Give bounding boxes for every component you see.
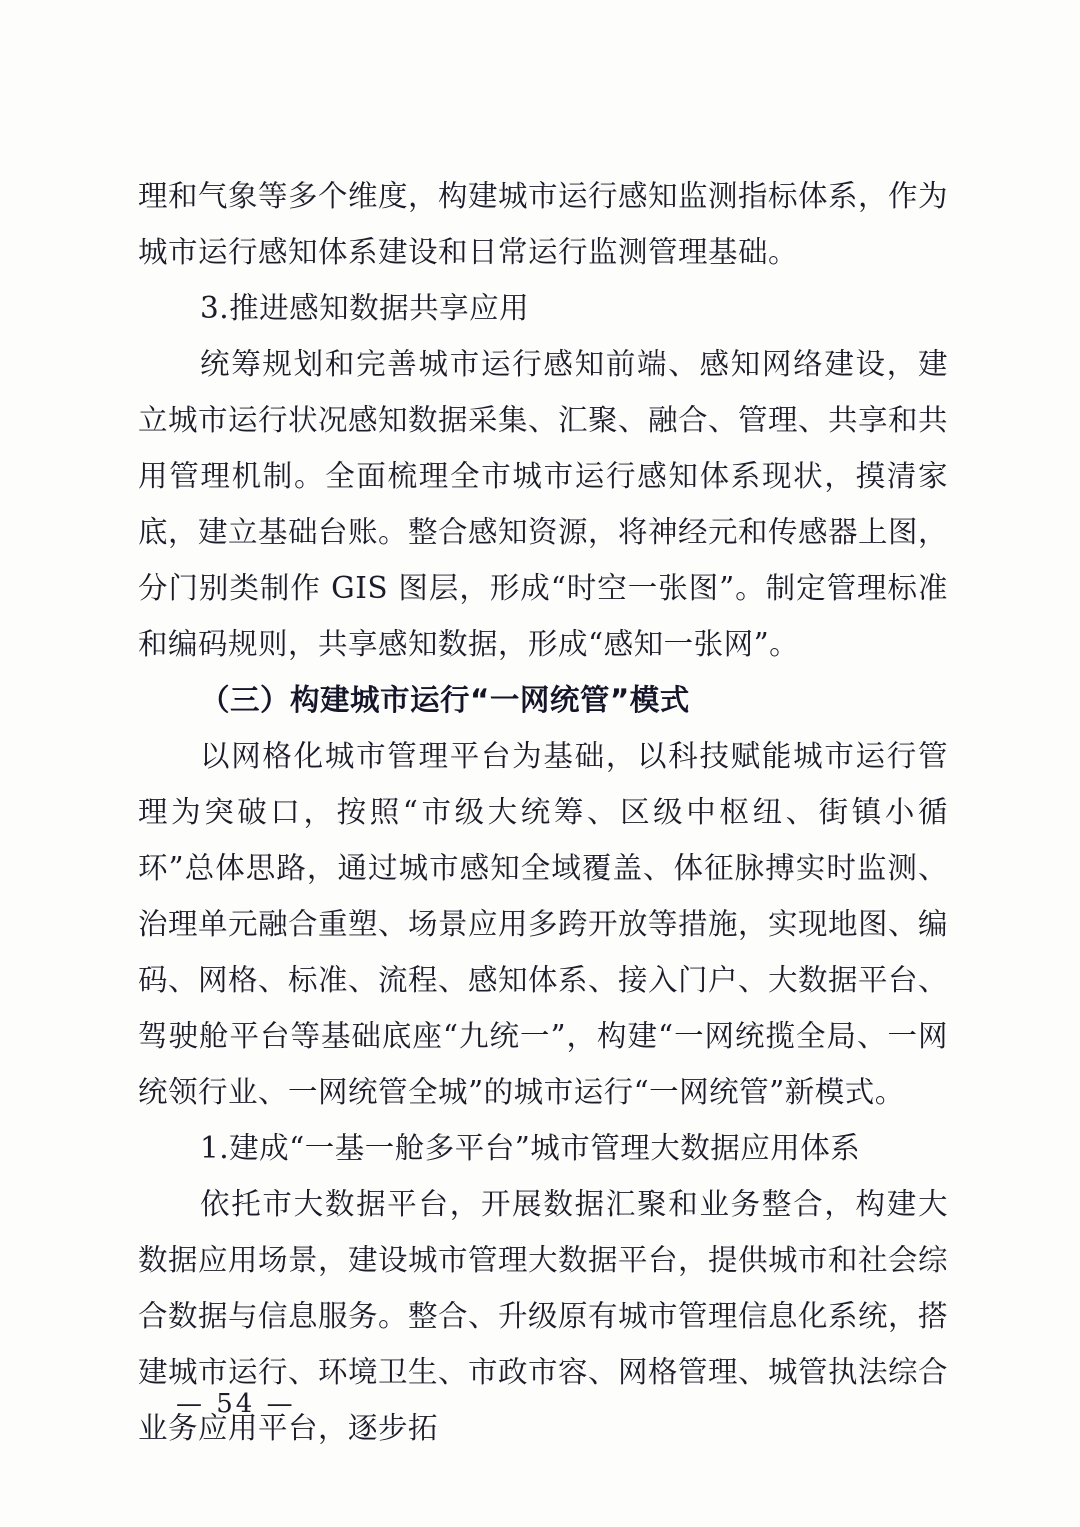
paragraph-big-data-platform: 依托市大数据平台，开展数据汇聚和业务整合，构建大数据应用场景，建设城市管理大数据平台，提供城市和社会综合数据与信息服务。整合、升级原有城市管理信息化系统，搭建城市运行、环境卫生、市政市容、网格管理、城管执法综合业务应用平台，逐步拓 [138,1187,949,1445]
section-heading-three: （三）构建城市运行“一网统管”模式 [200,683,690,717]
page-body [138,168,948,1456]
paragraph-sensing-data-sharing: 统筹规划和完善城市运行感知前端、感知网络建设，建立城市运行状况感知数据采集、汇聚、融合、管理、共享和共用管理机制。全面梳理全市城市运行感知体系现状，摸清家底，建立基础台账。整合感知资源，将神经元和传感器上图，分门别类制作 GIS 图层，形成“时空一张图”。制定管理标准和编码规则，共享感知数据，形成“感知一张网”。 [138,347,949,661]
paragraph-continuation: 理和气象等多个维度，构建城市运行感知监测指标体系，作为城市运行感知体系建设和日常运行监测管理基础。 [138,179,949,269]
subheading-3: 3.推进感知数据共享应用 [200,291,530,325]
paragraph-one-network-model: 以网格化城市管理平台为基础，以科技赋能城市运行管理为突破口，按照“市级大统筹、区级中枢纽、街镇小循环”总体思路，通过城市感知全域覆盖、体征脉搏实时监测、治理单元融合重塑、场景应用多跨开放等措施，实现地图、编码、网格、标准、流程、感知体系、接入门户、大数据平台、驾驶舱平台等基础底座“九统一”，构建“一网统揽全局、一网统领行业、一网统管全城”的城市运行“一网统管”新模式。 [138,739,949,1109]
page-number: — 54 — [176,1389,296,1419]
subheading-1: 1.建成“一基一舱多平台”城市管理大数据应用体系 [200,1131,861,1165]
